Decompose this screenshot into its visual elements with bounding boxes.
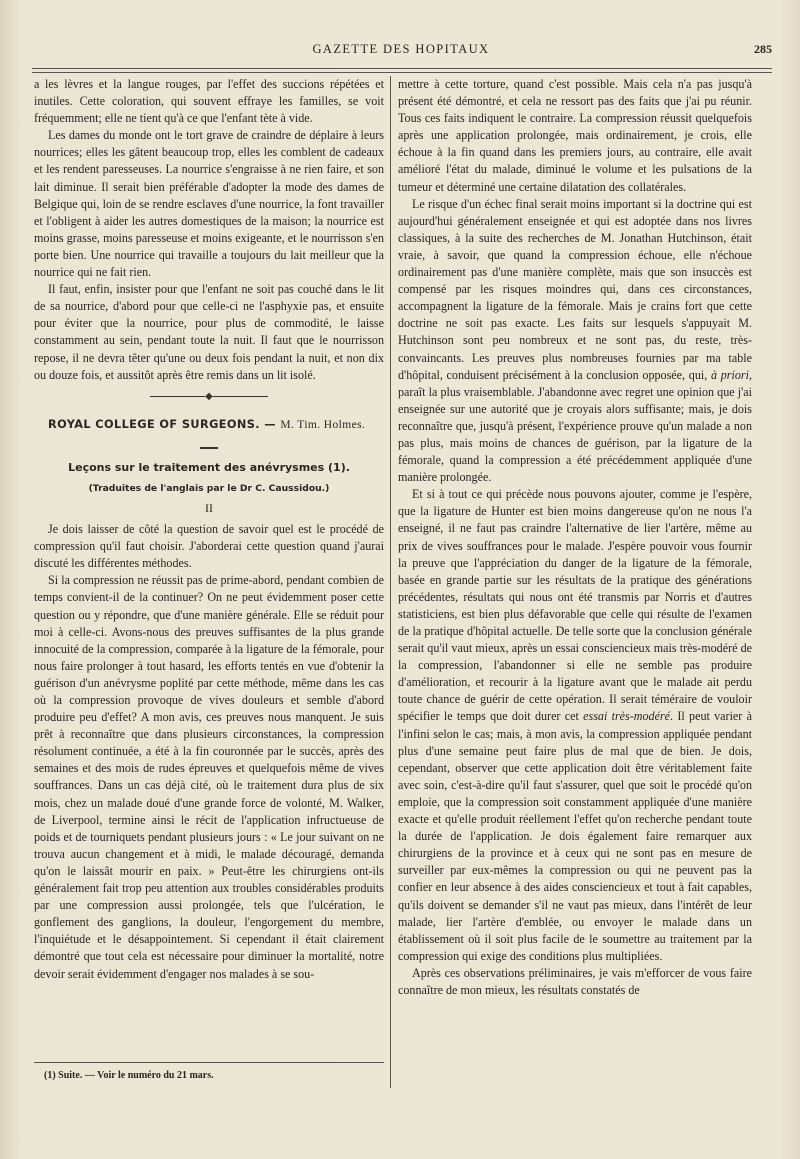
page-number: 285 (754, 42, 772, 56)
page-header (30, 40, 772, 66)
left-paragraph-5: Si la compression ne réussit pas de prime-abord, pendant combien de temps convient-il de la continuer? On ne peut évidemment poser cette question ou y répondre, que d'une manière générale. Elle se réduit pour moi à celle-ci. Avons-nous des preuves suffisantes de la plus grande innocuité de la compression, comparée à la ligature de la fémorale, pour nous faire prolonger à tout hasard, les efforts tentés en vue d'obtenir la guérison d'un anévrysme poplité par cette méthode, même dans les cas où la compression provoque de vives douleurs et semble d'abord produire peu d'effet? A mon avis, ces preuves nous manquent. Je suis prêt à reconnaître que dans plusieurs circonstances, la compression résolument continuée, a été à la fin couronnée par le succès, après des semaines et des mois de rudes épreuves et quelquefois même de vives souffrances. Dans un cas déjà cité, où le traitement dura plus de six mois, chez un malade doué d'une grande force de volonté, M. Walker, de Liverpool, termine ainsi le récit de l'application infructueuse de poids et de tourniquets pendant plusieurs jours : « Le jour suivant on ne trouva aucun changement et à midi, le malade découragé, demanda qu'on le laissât mourir en paix. » Peut-être les chirurgiens ont-ils généralement fait trop peu attention aux troubles considérables produits par une compression aussi prolongée, tels que l'ulcération, le gonflement des ganglions, la douleur, l'engorgement du membre, l'inquiétude et le désappointement. Si cependant il était clairement démontré que tout cela est nécessaire pour diminuer la mortalité, notre devoir serait évidemment d'engager nos malades à se sou- (34, 573, 384, 981)
right-paragraph-4: Après ces observations préliminaires, je vais m'efforcer de vous faire connaître de mon mieux, les résultats constatés de (398, 965, 752, 997)
header-rule (32, 68, 772, 69)
right-paragraph-2: Le risque d'un échec final serait moins important si la doctrine qui est aujourd'hui généralement enseignée et qui est adoptée dans nos livres classiques, à la suite des recherches de M. Jonathan Hutchinson, était vraie, à savoir, que quand la compression échoue, elle n'échoue ordinairement pas d'une manière complète, mais que son insuccès est compensé par les risques moindres qui, dans ces circonstances, accompagnent la ligature de la fémorale. Mais je crains fort que cette doctrine ne soit pas exacte. Les faits sur lesquels s'appuyait M. Hutchinson sont peu nombreux et ne sont pas, du reste, très-convaincants. Les preuves plus nombreuses fournies par ma table d'hôpital, conduisent précisément à la conclusion opposée, qui, à priori, paraît la plus vraisemblable. J'abandonne avec regret une opinion que j'ai enseignée sur une autorité que je croyais alors suffisante; mais, je dois reconnaître que, jusqu'à présent, l'expérience prouve qu'un malade a non pas plus, mais moins de chances de guérison, par la ligature de la fémorale, quand la compression a été précédemment appliquée d'une manière prolongée. (398, 196, 752, 485)
translation-note: (Traduites de l'anglais par le Dr C. Caussidou.) (88, 482, 330, 494)
section-title: ROYAL COLLEGE OF SURGEONS. — (48, 417, 276, 431)
left-paragraph-3: Il faut, enfin, insister pour que l'enfant ne soit pas couché dans le lit de sa nourrice, d'abord pour que celle-ci ne l'asphyxie pas, et ensuite pour éviter que la nourrice, pour plus de commodité, le laisse constamment au sein, pendant toute la nuit. Il faut que le nourrisson repose, il ne devra têter qu'une ou deux fois pendant la nuit, et non dix ou douze fois, et aussitôt après être remis dans un lit isolé. (34, 282, 384, 382)
section-heading (34, 416, 384, 434)
running-title: GAZETTE DES HOPITAUX (312, 42, 490, 56)
left-paragraph-1: a les lèvres et la langue rouges, par l'effet des succions répétées et inutiles. Cette coloration, qui souvent effraye les familles, se voit fréquemment; elle ne tient qu'à ce que l'enfant tète à vide. (34, 77, 384, 126)
right-paragraph-1: mettre à cette torture, quand c'est possible. Mais cela n'a pas jusqu'à présent été démontré, et cela ne ressort pas des faits que j'ai pu réunir. Tous ces faits indiquent le contraire. La compression réussit quelquefois après une application prolongée, mais ordinairement, je crois, elle échoue à la fin quand dans les premiers jours, au contraire, elle avait amélioré l'état du malade, diminué le volume et les pulsations de la tumeur et déterminé une certaine dilatation des collatérales. (398, 77, 752, 194)
heading-rule (200, 447, 218, 449)
section-ornament: ◆ (34, 392, 384, 402)
emphasis-a-priori: à priori (710, 367, 749, 382)
lecture-title: Leçons sur le traitement des anévrysmes (1). (68, 460, 350, 474)
part-number: II (205, 500, 213, 515)
right-column (398, 76, 752, 999)
left-paragraph-2: Les dames du monde ont le tort grave de craindre de déplaire à leurs nourrices; elles les gâtent beaucoup trop, elles les comblent de cadeaux et les rendent paresseuses. La nourrice s'engraisse à ne rien faire, et son lait diminue. Il serait bien préférable d'adopter la mode des dames de Belgique qui, loin de se rendre esclaves d'une nourrice, la font travailler et l'obligent à aider les autres domestiques de la maison; la nourrice est moins grasse, moins paresseuse et moins exigeante, et le nourrisson s'en porte bien. Une nourrice qui travaille a toujours du lait meilleur que la nourrice qui ne fait rien. (34, 128, 384, 280)
left-paragraph-4: Je dois laisser de côté la question de savoir quel est le procédé de compression qu'il faut choisir. J'aborderai cette question quand j'aurai discuté les différentes méthodes. (34, 522, 384, 571)
right-paragraph-3: Et si à tout ce qui précède nous pouvons ajouter, comme je l'espère, que la ligature de Hunter est bien moins dangereuse qu'on ne nous l'a enseigné, il ne faut pas craindre l'alternative de lier l'artère, même au prix de vives souffrances pour le malade. J'espère pouvoir vous fournir la preuve que l'appréciation du danger de la ligature de la fémorale, basée en grande partie sur les résultats de la pratique des générations précédentes, résultats qui nous ont été transmis par Norris et d'autres statisticiens, est bien plus défavorable que celle qui résulte de l'examen de la pratique d'hôpital actuelle. De telle sorte que la conclusion générale serait qu'il vaut mieux, après un essai consciencieux mais très-modéré de la compression, l'abandonner si elle ne semble pas produire d'amélioration, et recourir à la ligature avant que le malade ait perdu toute chance de guérir de cette opération. Il serait téméraire de vouloir spécifier le temps que doit durer cet essai très-modéré. Il peut varier à l'infini selon le cas; mais, à mon avis, la compression appliquée pendant plus d'une semaine peut faire plus de mal que de bien. Je dois, cependant, observer que cette application doit être véritablement faite avec soin, c'est-à-dire qu'il faut s'assurer, quel que soit le procédé qu'on emploie, que la compression soit constamment appliquée d'une manière exacte et qu'elle produit réellement l'effet qu'on recherche pendant toute la durée de l'application. Je dois également faire remarquer aux chirurgiens de la province et à ceux qui ne sont pas en mesure de surveiller par eux-mêmes la compression ou qui ne peuvent pas la confier en leur absence à des aides consciencieux et tout à fait capables, qu'ils doivent se demander s'il ne vaut pas mieux, dans l'intérêt de leur malade, lier l'artère d'emblée, ou envoyer le malade dans un établissement où il soit plus facile de le soumettre au traitement par la compression qui exige des conditions plus multipliées. (398, 487, 752, 963)
emphasis-essai: essai très-modéré (583, 709, 671, 724)
column-divider (390, 76, 391, 1088)
section-author: M. Tim. Holmes. (280, 418, 366, 431)
footnote: (1) Suite. — Voir le numéro du 21 mars. (44, 1070, 214, 1081)
footnote-rule (34, 1062, 384, 1063)
left-column (34, 76, 384, 983)
header-rule-second (32, 72, 772, 73)
